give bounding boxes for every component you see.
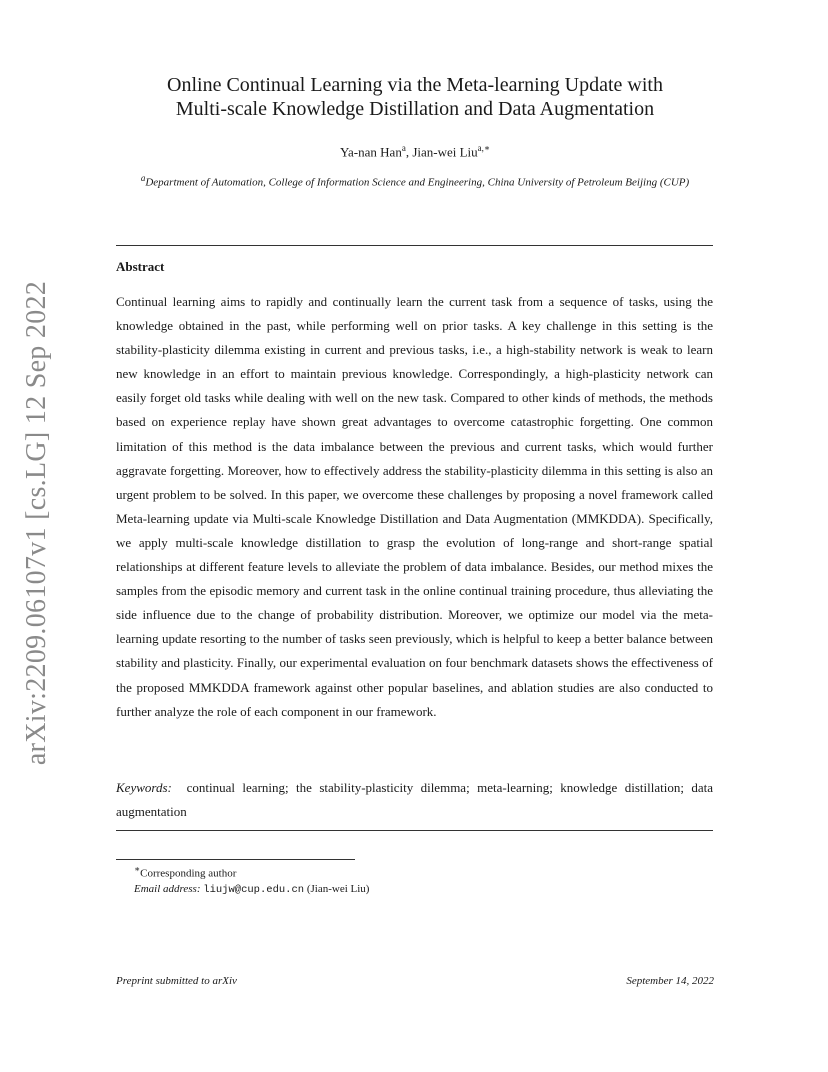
affiliation-text: Department of Automation, College of Information Science and Engineering, China University of Petroleum Beijing (CUP) — [145, 176, 690, 189]
preprint-note: Preprint submitted to arXiv — [116, 975, 237, 987]
arxiv-identifier-sidebar — [20, 280, 54, 766]
abstract-top-divider — [116, 245, 713, 246]
keywords-text: continual learning; the stability-plasticity dilemma; meta-learning; knowledge distillation; data augmentation — [116, 780, 713, 819]
email-note — [116, 882, 369, 898]
author-affiliation-marker: a — [401, 143, 406, 153]
title-line-1: Online Continual Learning via the Meta-learning Update with — [167, 74, 663, 96]
paper-title — [116, 73, 714, 121]
author-separator: , — [405, 144, 413, 160]
email-owner: (Jian-wei Liu) — [306, 882, 370, 895]
footnote-marker: ∗ — [134, 864, 141, 874]
keywords — [116, 776, 713, 824]
footnote-divider — [116, 859, 355, 860]
corresponding-author-note — [116, 862, 369, 882]
title-line-2: Multi-scale Knowledge Distillation and Data Augmentation — [175, 98, 655, 120]
arxiv-identifier: arXiv:2209.06107v1 [cs.LG] 12 Sep 2022 — [21, 280, 53, 766]
abstract-bottom-divider — [116, 830, 713, 831]
keywords-label: Keywords: — [116, 780, 172, 795]
author-list — [116, 143, 714, 160]
author-name: Jian-wei Liu — [412, 144, 478, 160]
corresponding-author-label: Corresponding author — [140, 867, 237, 880]
email-label: Email address: — [134, 882, 201, 895]
author-affiliation-marker: a,∗ — [477, 143, 491, 153]
footnote — [116, 862, 369, 898]
affiliation — [116, 172, 714, 190]
author-name: Ya-nan Han — [339, 144, 402, 160]
email-address[interactable]: liujw@cup.edu.cn — [203, 883, 305, 896]
abstract-heading: Abstract — [116, 259, 165, 274]
abstract-body: Continual learning aims to rapidly and continually learn the current task from a sequence of tasks, using the knowledge obtained in the past, while performing well on prior tasks. A key challenge in this setting is the stability-plasticity dilemma existing in current and previous tasks, i.e., a high-stability network is weak to learn new knowledge in an effort to maintain previous knowledge. Correspondingly, a high-plasticity network can easily forget old tasks while dealing with well on the new task. Compared to other kinds of methods, the methods based on experience replay have shown great advantages to overcome catastrophic forgetting. One common limitation of this method is the data imbalance between the previous and current tasks, which would further aggravate forgetting. Moreover, how to effectively address the stability-plasticity dilemma in this setting is also an urgent problem to be solved. In this paper, we overcome these challenges by proposing a novel framework called Meta-learning update via Multi-scale Knowledge Distillation and Data Augmentation (MMKDDA). Specifically, we apply multi-scale knowledge distillation to grasp the evolution of long-range and short-range spatial relationships at different feature levels to alleviate the problem of data imbalance. Besides, our method mixes the samples from the episodic memory and current task in the online continual training procedure, thus alleviating the side influence due to the change of probability distribution. Moreover, we optimize our model via the meta-learning update resorting to the number of tasks seen previously, which is helpful to keep a better balance between stability and plasticity. Finally, our experimental evaluation on four benchmark datasets shows the effectiveness of the proposed MMKDDA framework against other popular baselines, and ablation studies are also conducted to further analyze the role of each component in our framework. — [116, 294, 713, 719]
submission-date: September 14, 2022 — [626, 975, 714, 987]
affiliation-marker: a — [140, 173, 146, 183]
